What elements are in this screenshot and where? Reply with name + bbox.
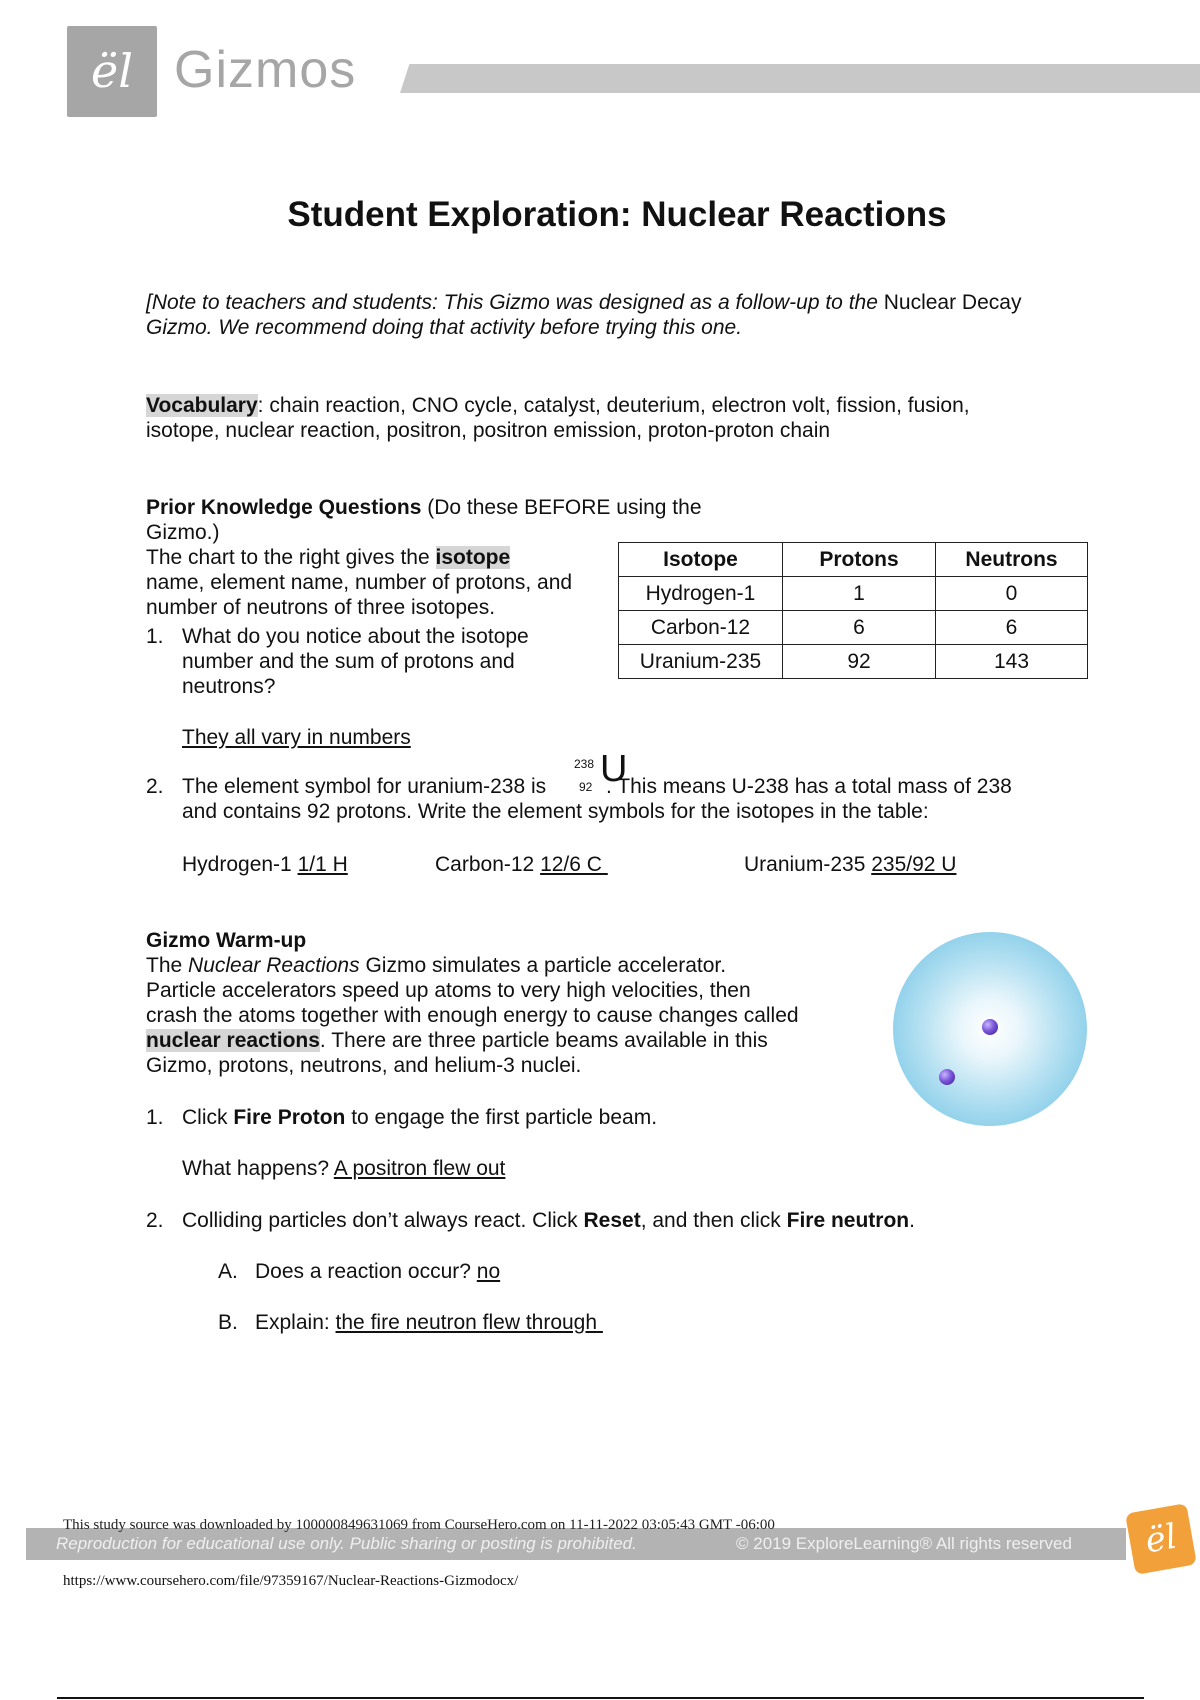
teacher-note	[146, 290, 1106, 340]
table-header: Protons	[783, 543, 936, 577]
warmup-p2: Particle accelerators speed up atoms to very high velocities, then	[146, 979, 751, 1002]
table-header: Isotope	[619, 543, 783, 577]
prior-q2	[182, 748, 1102, 824]
warmup-heading: Gizmo Warm-up	[146, 929, 307, 952]
warmup-q2	[182, 1208, 915, 1233]
warmup-q1-a: Click	[182, 1106, 234, 1129]
table-header: Neutrons	[936, 543, 1088, 577]
warmup-q1	[182, 1105, 657, 1130]
source-url[interactable]: https://www.coursehero.com/file/97359167/Nuclear-Reactions-Gizmodocx/	[63, 1573, 519, 1589]
warmup-q2b-number: B.	[218, 1311, 238, 1334]
vocabulary-terms: : chain reaction, CNO cycle, catalyst, deuterium, electron volt, fission, fusion,	[257, 394, 970, 417]
prior-heading-note: (Do these BEFORE using the Gizmo.)	[146, 496, 702, 544]
warmup-p3: crash the atoms together with enough energy to cause changes called	[146, 1004, 799, 1027]
header-bar	[400, 64, 1200, 93]
warmup-q2b-question: Explain:	[255, 1311, 336, 1334]
note-text-a: [Note to teachers and students: This Gizmo was designed as a follow-up to the	[146, 291, 884, 314]
particle-dot	[939, 1069, 955, 1085]
bottom-rule	[57, 1697, 1144, 1699]
prior-intro-3: number of neutrons of three isotopes.	[146, 596, 496, 619]
warmup-q2-c: .	[909, 1209, 915, 1232]
warmup-q1-ask	[182, 1156, 505, 1181]
note-text-c: Gizmo. We recommend doing that activity before trying this one.	[146, 316, 743, 339]
download-source-note: This study source was downloaded by 100000849631069 from CourseHero.com on 11-11-2022 03:05:43 GMT -06:00	[63, 1517, 775, 1533]
atom-illustration	[893, 932, 1087, 1126]
warmup-q1-number: 1.	[146, 1106, 164, 1129]
prior-q2-line2: and contains 92 protons. Write the element symbols for the isotopes in the table:	[182, 800, 929, 823]
prior-q1-number: 1.	[146, 625, 164, 648]
table-cell: 6	[783, 611, 936, 645]
gizmos-wordmark: Gizmos	[174, 41, 357, 99]
table-row	[619, 645, 1088, 679]
warmup-p4-b: . There are three particle beams available in this	[319, 1029, 768, 1052]
prior-q1-line2: number and the sum of protons and	[182, 650, 515, 673]
uranium-answer[interactable]: 235/92 U	[871, 853, 957, 876]
what-happens-label: What happens?	[182, 1157, 334, 1180]
table-cell: 1	[783, 577, 936, 611]
vocabulary-label: Vocabulary	[146, 394, 258, 417]
table-cell: Hydrogen-1	[619, 577, 783, 611]
symbol-letter-u: U	[600, 748, 628, 790]
explorelearning-badge-icon: ël	[1125, 1503, 1197, 1575]
table-cell: 143	[936, 645, 1088, 679]
prior-q1-line1: What do you notice about the isotope	[182, 625, 529, 648]
footer-reproduction-note: Reproduction for educational use only. Public sharing or posting is prohibited.	[56, 1534, 637, 1553]
prior-q1	[182, 624, 602, 699]
warmup-q2-a: Colliding particles don’t always react. Click	[182, 1209, 584, 1232]
vocabulary	[146, 393, 1106, 443]
uranium-label: Uranium-235	[744, 853, 872, 876]
carbon-symbol-item	[435, 852, 608, 877]
reset-label: Reset	[583, 1209, 641, 1232]
uranium-symbol-item	[744, 852, 956, 877]
nuclear-reactions-term: nuclear reactions	[146, 1029, 320, 1052]
vocabulary-terms-2: isotope, nuclear reaction, positron, positron emission, proton-proton chain	[146, 419, 831, 442]
warmup-q1-answer[interactable]: A positron flew out	[333, 1157, 506, 1180]
warmup-q2b	[255, 1310, 603, 1335]
note-link-nuclear-decay: Nuclear Decay	[883, 291, 1022, 314]
warmup-q2a	[255, 1259, 500, 1284]
warmup-q1-b: to engage the first particle beam.	[345, 1106, 658, 1129]
prior-heading: Prior Knowledge Questions	[146, 496, 422, 519]
prior-q2-line1b: . This means U-238 has a total mass of 238	[606, 775, 1012, 798]
symbol-mass-number: 238	[574, 757, 595, 771]
footer-copyright: © 2019 ExploreLearning® All rights reserved	[736, 1534, 1072, 1553]
prior-q1-answer[interactable]: They all vary in numbers	[182, 726, 411, 749]
isotope-term: isotope	[435, 546, 511, 569]
hydrogen-label: Hydrogen-1	[182, 853, 298, 876]
particle-dot	[982, 1019, 998, 1035]
warmup-q2b-answer[interactable]: the fire neutron flew through	[335, 1311, 603, 1334]
warmup-p1-b: Gizmo simulates a particle accelerator.	[359, 954, 727, 977]
table-cell: 0	[936, 577, 1088, 611]
prior-q2-number: 2.	[146, 775, 164, 798]
prior-intro-2: name, element name, number of protons, and	[146, 571, 573, 594]
symbol-atomic-number: 92	[579, 780, 593, 794]
warmup-q2a-number: A.	[218, 1260, 238, 1283]
fire-proton-label: Fire Proton	[233, 1106, 346, 1129]
warmup-q2a-question: Does a reaction occur?	[255, 1260, 477, 1283]
table-row	[619, 611, 1088, 645]
table-cell: 6	[936, 611, 1088, 645]
warmup-p1-a: The	[146, 954, 189, 977]
prior-q2-line1a: The element symbol for uranium-238 is	[182, 775, 552, 798]
warmup-p1-gizmo-name: Nuclear Reactions	[188, 954, 360, 977]
carbon-answer[interactable]: 12/6 C	[540, 853, 608, 876]
hydrogen-answer[interactable]: 1/1 H	[297, 853, 348, 876]
page-title: Student Exploration: Nuclear Reactions	[287, 195, 947, 234]
prior-intro-1: The chart to the right gives the	[146, 546, 436, 569]
prior-q1-line3: neutrons?	[182, 675, 276, 698]
logo-mark: ël	[91, 44, 133, 98]
explorelearning-logo	[67, 26, 157, 117]
warmup-q2-number: 2.	[146, 1209, 164, 1232]
table-cell: Carbon-12	[619, 611, 783, 645]
table-header-row	[619, 543, 1088, 577]
table-row	[619, 577, 1088, 611]
warmup-q2-b: , and then click	[640, 1209, 787, 1232]
warmup-section	[146, 928, 866, 1078]
isotope-table	[618, 542, 1088, 679]
warmup-q2a-answer[interactable]: no	[476, 1260, 501, 1283]
carbon-label: Carbon-12	[435, 853, 541, 876]
fire-neutron-label: Fire neutron	[786, 1209, 910, 1232]
table-cell: Uranium-235	[619, 645, 783, 679]
hydrogen-symbol-item	[182, 852, 348, 877]
table-cell: 92	[783, 645, 936, 679]
warmup-p5: Gizmo, protons, neutrons, and helium-3 nuclei.	[146, 1054, 582, 1077]
